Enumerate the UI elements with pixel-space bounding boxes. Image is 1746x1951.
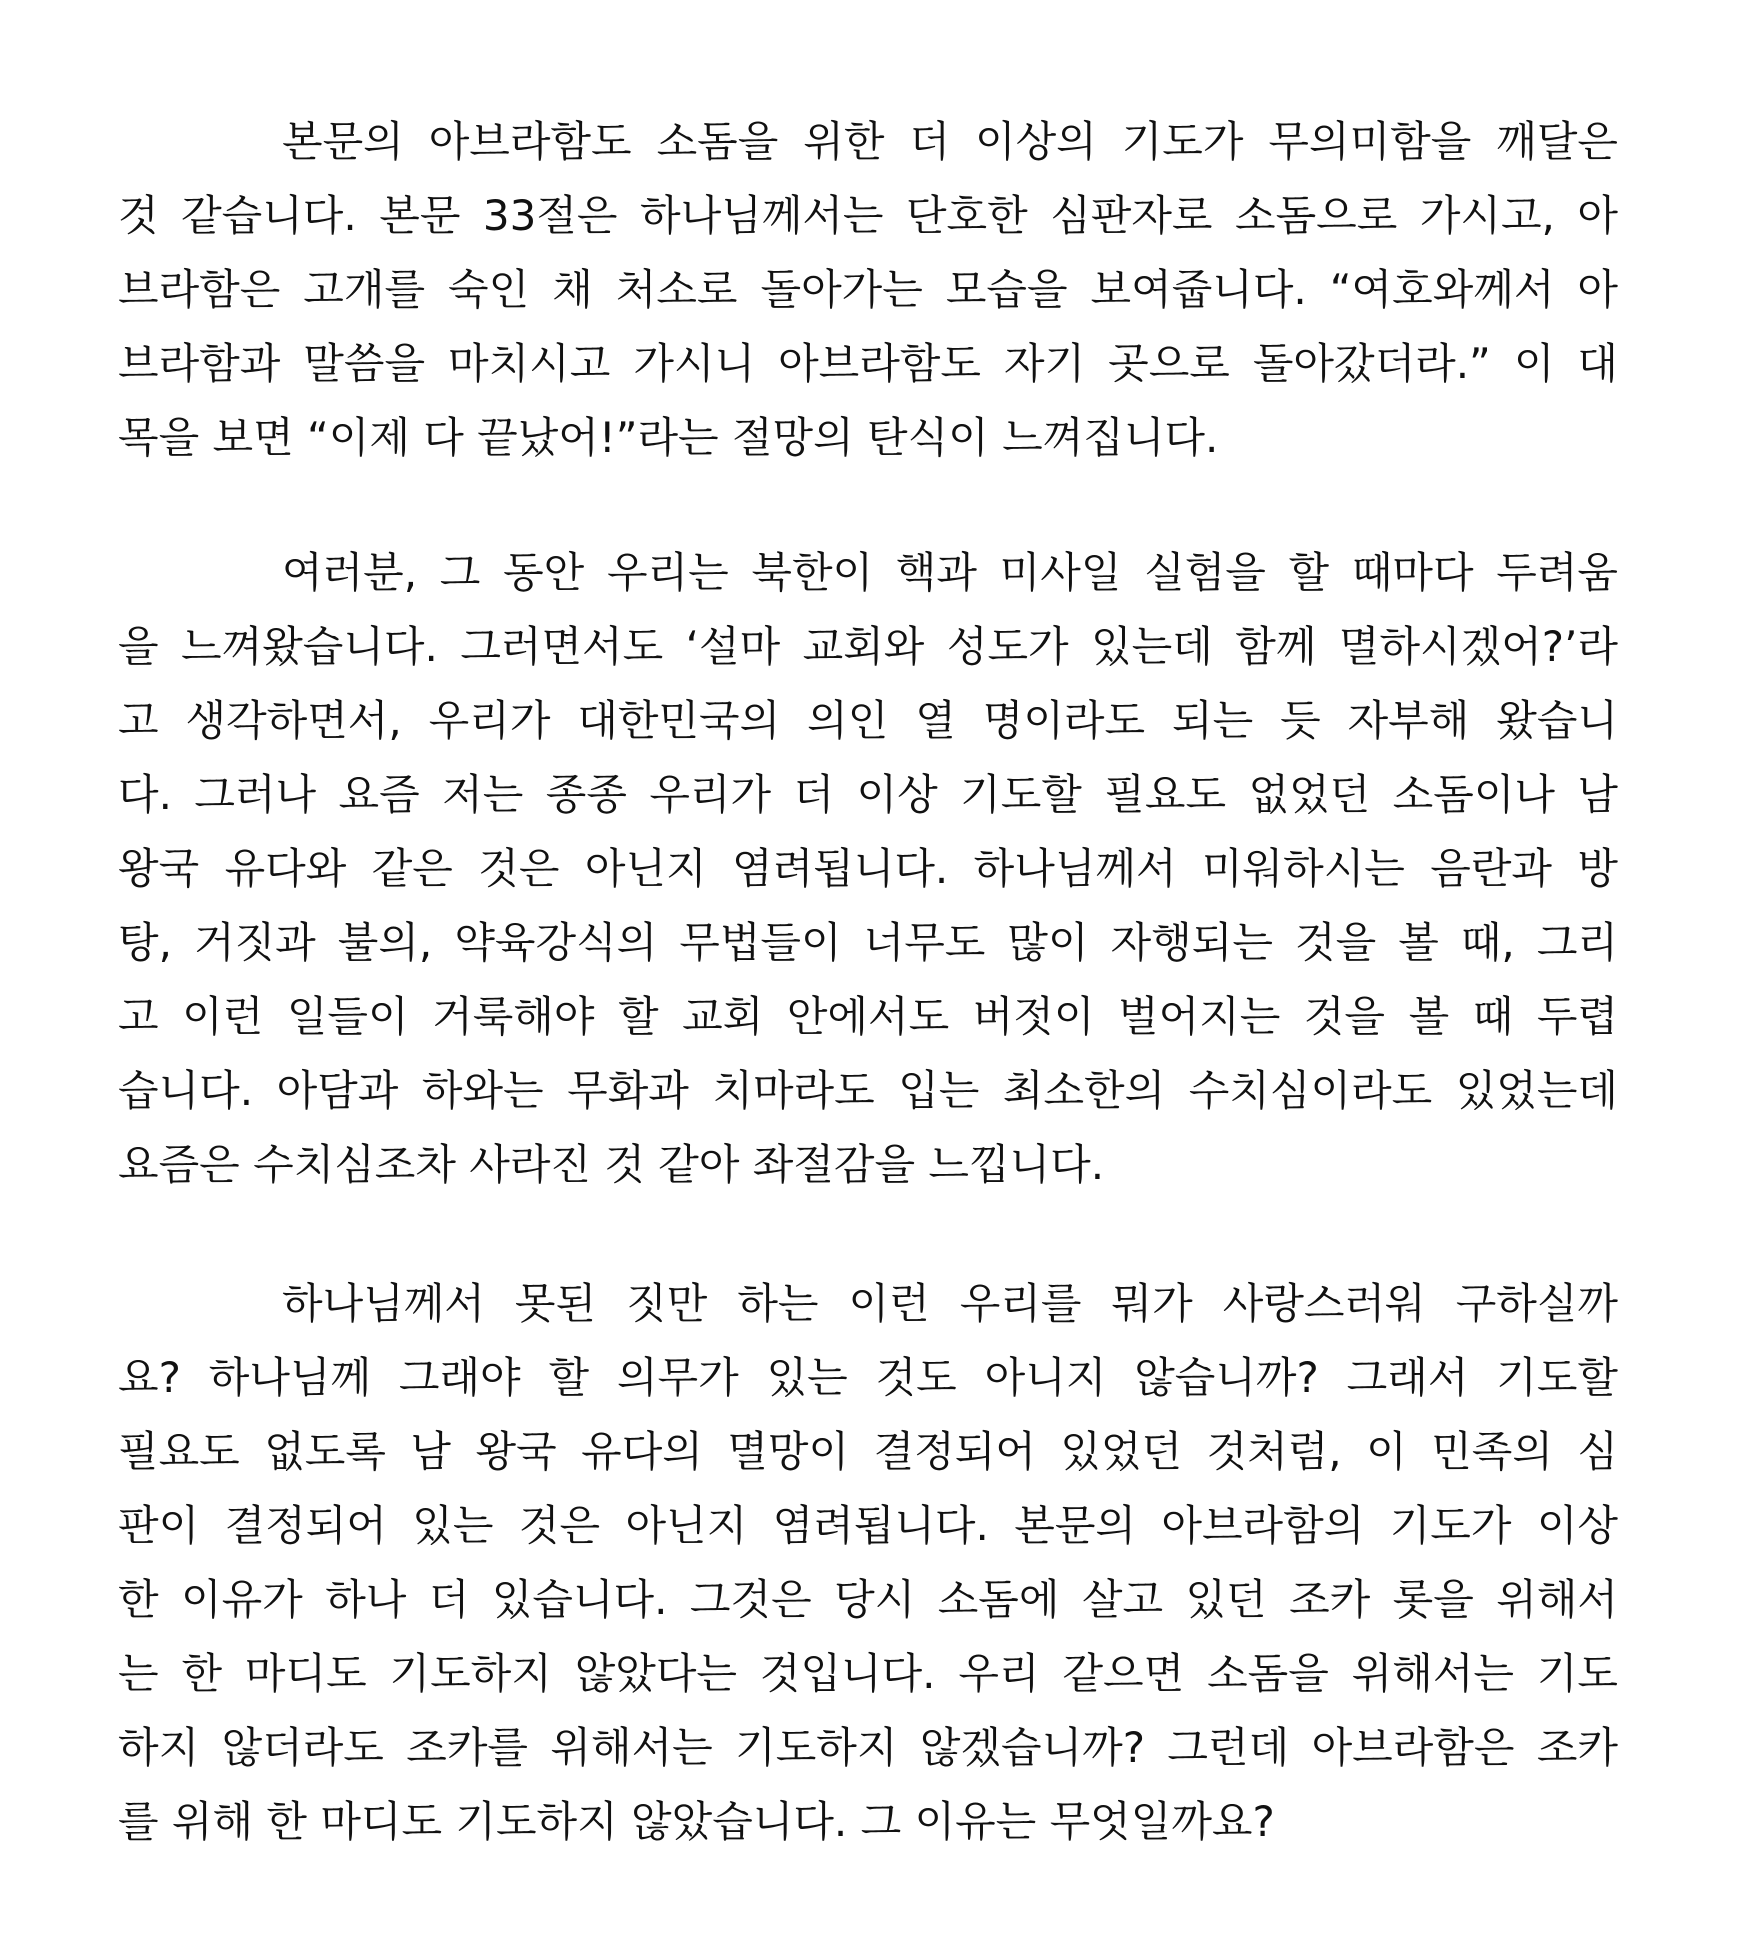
text-line: 목을 보면 “이제 다 끝났어!”라는 절망의 탄식이 느껴집니다.	[118, 413, 1219, 462]
text-line: 를 위해 한 마디도 기도하지 않았습니다. 그 이유는 무엇일까요?	[118, 1797, 1275, 1846]
text-line: 요? 하나님께 그래야 할 의무가 있는 것도 아니지 않습니까? 그래서 기도할	[118, 1353, 1618, 1402]
text-line: 브라함은 고개를 숙인 채 처소로 돌아가는 모습을 보여줍니다. “여호와께서 아	[118, 265, 1618, 314]
text-line: 고 이런 일들이 거룩해야 할 교회 안에서도 버젓이 벌어지는 것을 볼 때 두렵	[118, 992, 1618, 1041]
text-line: 탕, 거짓과 불의, 약육강식의 무법들이 너무도 많이 자행되는 것을 볼 때, 그리	[118, 918, 1618, 967]
text-line: 여러분, 그 동안 우리는 북한이 핵과 미사일 실험을 할 때마다 두려움	[282, 548, 1618, 597]
text-line: 습니다. 아담과 하와는 무화과 치마라도 입는 최소한의 수치심이라도 있었는데	[118, 1066, 1618, 1115]
text-line: 고 생각하면서, 우리가 대한민국의 의인 열 명이라도 되는 듯 자부해 왔습니	[118, 696, 1618, 745]
text-line: 하지 않더라도 조카를 위해서는 기도하지 않겠습니까? 그런데 아브라함은 조카	[118, 1723, 1618, 1772]
text-line: 을 느껴왔습니다. 그러면서도 ‘설마 교회와 성도가 있는데 함께 멸하시겠어?’라	[118, 622, 1618, 671]
text-line: 브라함과 말씀을 마치시고 가시니 아브라함도 자기 곳으로 돌아갔더라.” 이 대	[118, 339, 1618, 388]
text-line: 판이 결정되어 있는 것은 아닌지 염려됩니다. 본문의 아브라함의 기도가 이상	[118, 1501, 1618, 1550]
text-line: 는 한 마디도 기도하지 않았다는 것입니다. 우리 같으면 소돔을 위해서는 기도	[118, 1649, 1618, 1698]
text-line: 다. 그러나 요즘 저는 종종 우리가 더 이상 기도할 필요도 없었던 소돔이나 남	[118, 770, 1618, 819]
text-line: 하나님께서 못된 짓만 하는 이런 우리를 뭐가 사랑스러워 구하실까	[282, 1279, 1618, 1328]
text-line: 본문의 아브라함도 소돔을 위한 더 이상의 기도가 무의미함을 깨달은	[282, 117, 1618, 166]
text-line: 것 같습니다. 본문 33절은 하나님께서는 단호한 심판자로 소돔으로 가시고, 아	[118, 191, 1618, 240]
text-line: 한 이유가 하나 더 있습니다. 그것은 당시 소돔에 살고 있던 조카 롯을 위해서	[118, 1575, 1618, 1624]
text-line: 요즘은 수치심조차 사라진 것 같아 좌절감을 느낍니다.	[118, 1140, 1105, 1189]
text-line: 왕국 유다와 같은 것은 아닌지 염려됩니다. 하나님께서 미워하시는 음란과 방	[118, 844, 1618, 893]
text-line: 필요도 없도록 남 왕국 유다의 멸망이 결정되어 있었던 것처럼, 이 민족의 심	[118, 1427, 1618, 1476]
